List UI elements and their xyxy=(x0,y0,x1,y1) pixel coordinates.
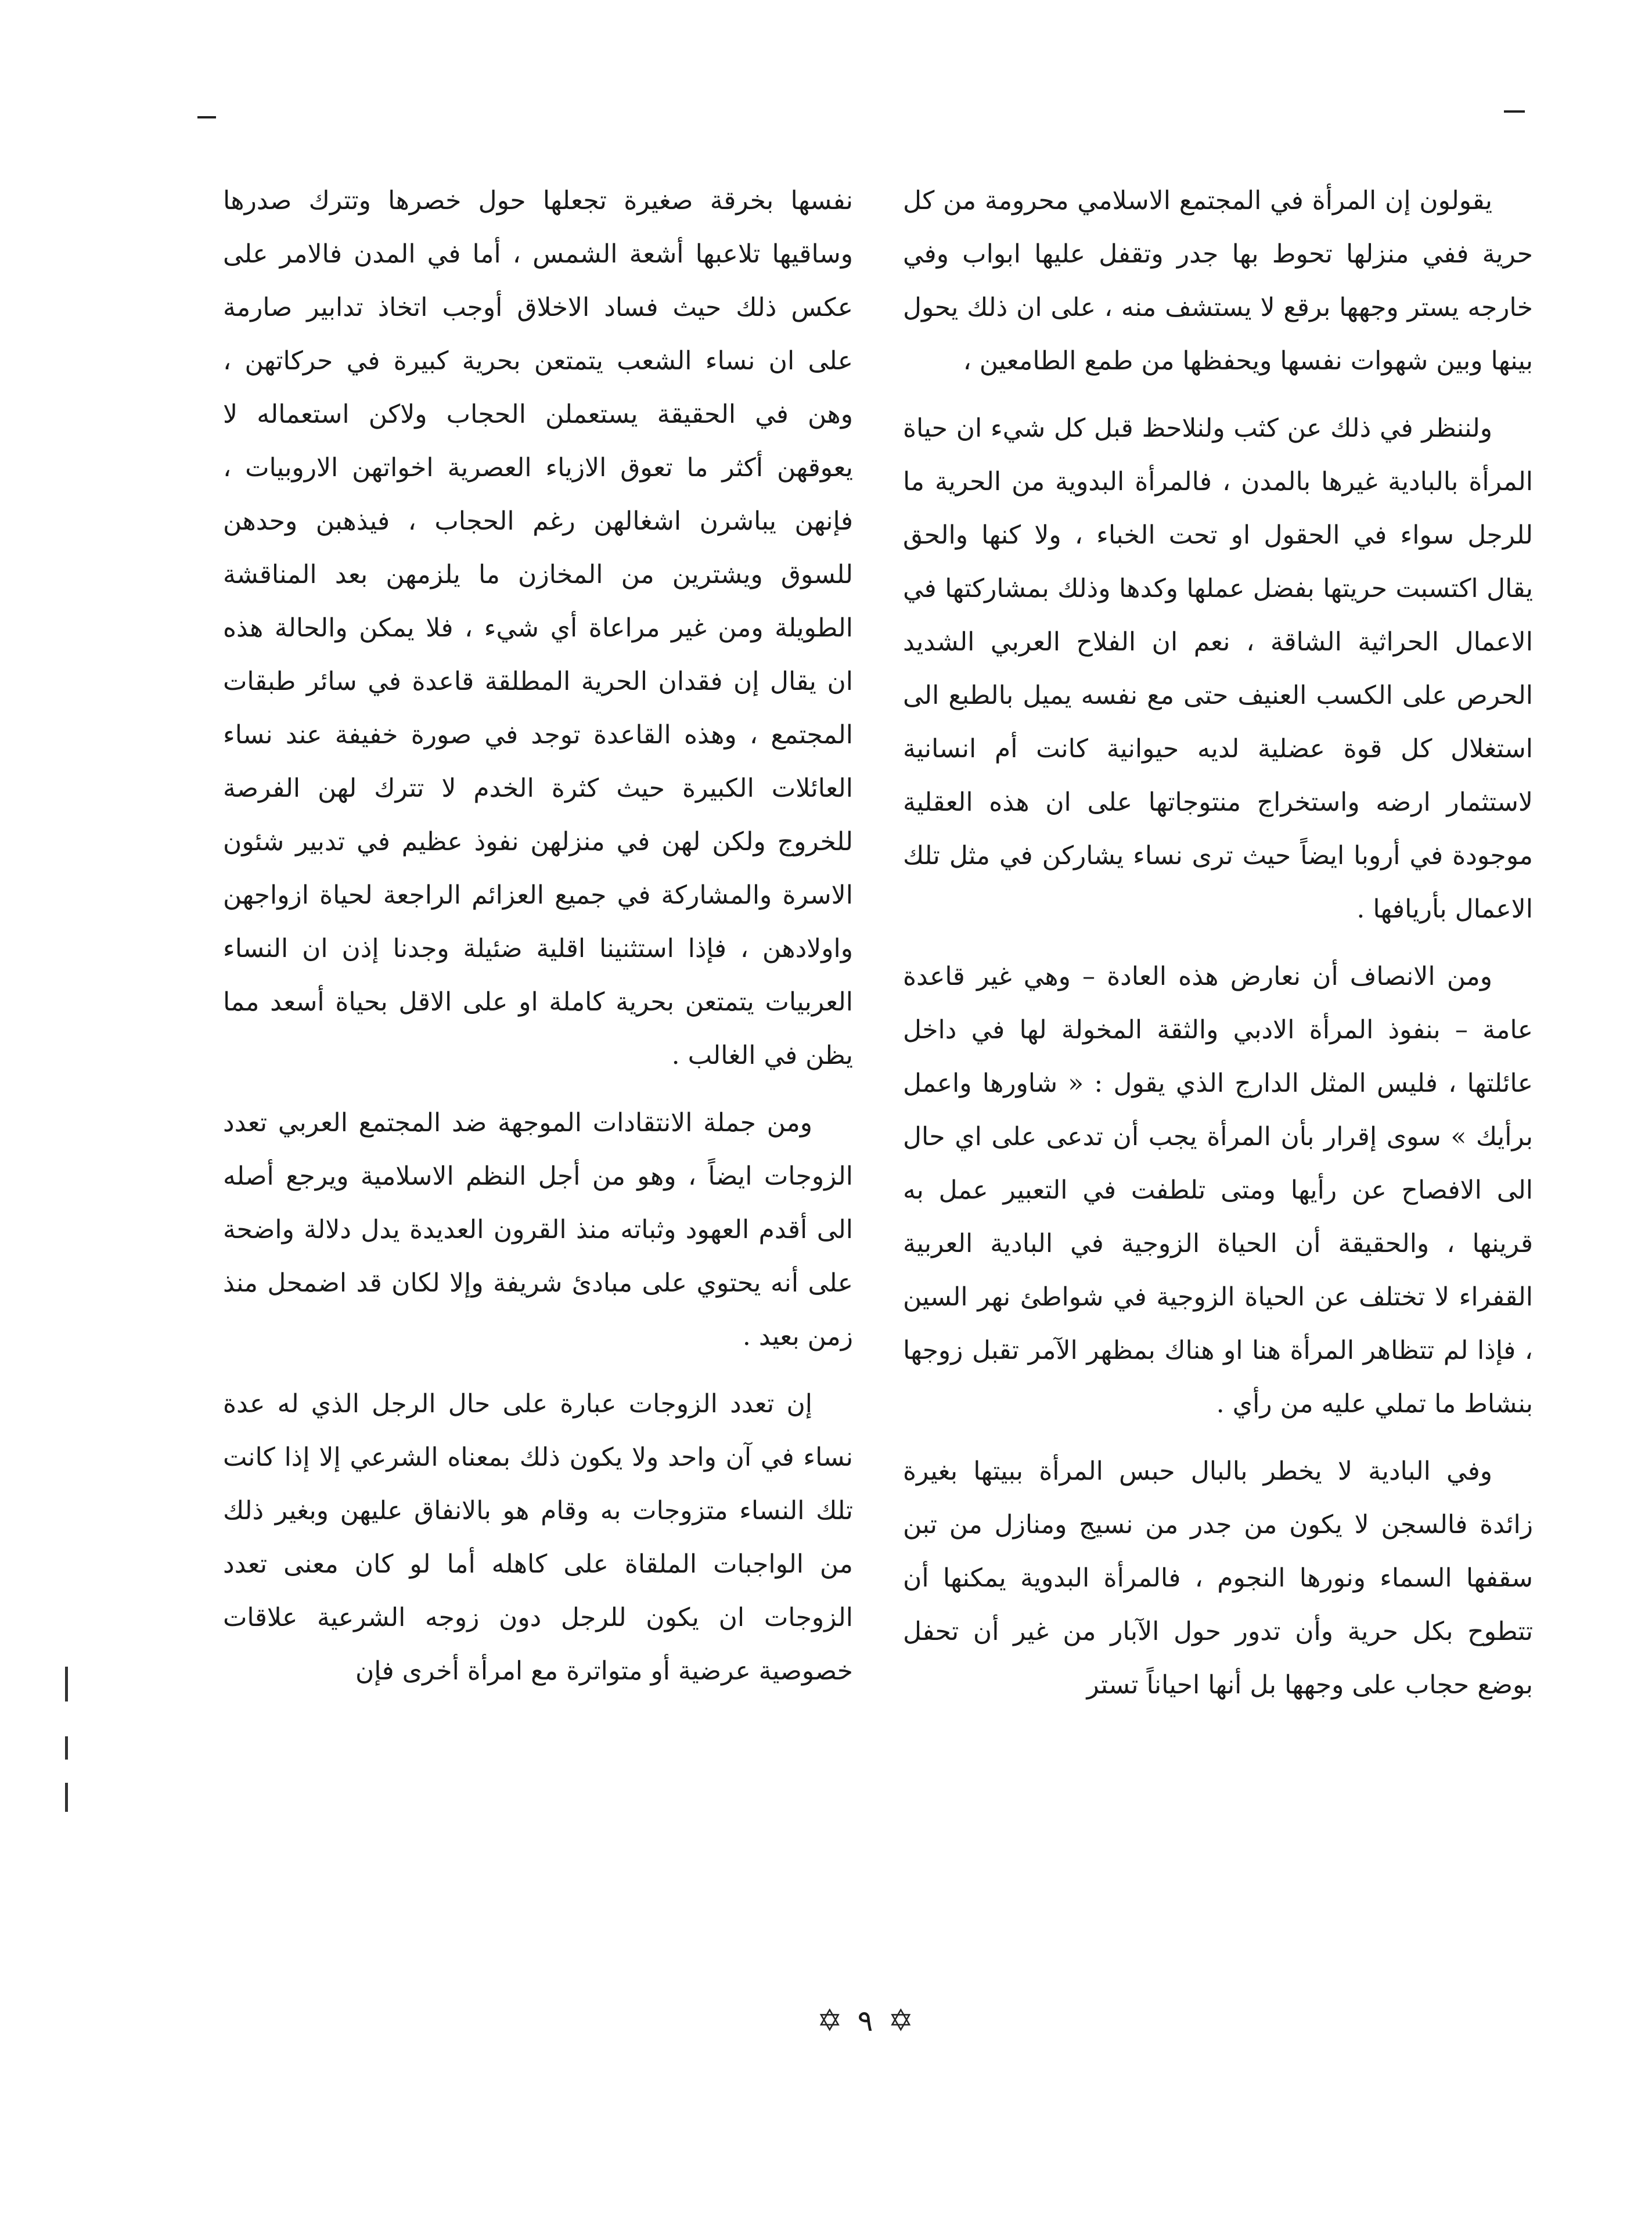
page-number: ٩ xyxy=(857,2004,873,2038)
paragraph: إن تعدد الزوجات عبارة على حال الرجل الذي له عدة نساء في آن واحد ولا يكون ذلك بمعناه الشرعي إلا إذا كانت تلك النساء متزوجات به وقام هو بالانفاق عليهن وبغير ذلك من الواجبات الملقاة على كاهله أما لو كان معنى تعدد الزوجات ان يكون للرجل دون زوجه الشرعية علاقات خصوصية عرضية أو متواترة مع امرأة أخرى فإن xyxy=(223,1389,853,1686)
paragraph: وفي البادية لا يخطر بالبال حبس المرأة ببيتها بغيرة زائدة فالسجن لا يكون من جدر من نسيج ومنازل من تبن سقفها السماء ونورها النجوم ، فالمرأة البدوية يمكنها أن تتطوح بكل حرية وأن تدور حول الآبار من غير أن تحفل بوضع حجاب على وجهها بل أنها احياناً تستر xyxy=(903,1456,1533,1700)
left-column xyxy=(223,174,853,1712)
paragraph: ومن الانصاف أن نعارض هذه العادة – وهي غير قاعدة عامة – بنفوذ المرأة الادبي والثقة المخولة لها في داخل عائلتها ، فليس المثل الدارج الذي يقول : « شاورها واعمل برأيك » سوى إقرار بأن المرأة يجب أن تدعى على اي حال الى الافصاح عن رأيها ومتى تلطفت في التعبير عمل به قرينها ، والحقيقة أن الحياة الزوجية في البادية العربية القفراء لا تختلف عن الحياة الزوجية في شواطئ نهر السين ، فإذا لم تتظاهر المرأة هنا او هناك بمظهر الآمر تقبل زوجها بنشاط ما تملي عليه من رأي . xyxy=(903,962,1533,1419)
page-footer xyxy=(755,2003,976,2038)
paragraph: نفسها بخرقة صغيرة تجعلها حول خصرها وتترك صدرها وساقيها تلاعبها أشعة الشمس ، أما في المدن فالامر على عكس ذلك حيث فساد الاخلاق أوجب اتخاذ تدابير صارمة على ان نساء الشعب يتمتعن بحرية كبيرة في حركاتهن ، وهن في الحقيقة يستعملن الحجاب ولاكن استعماله لا يعوقهن أكثر ما تعوق الازياء العصرية اخواتهن الاروبيات ، فإنهن يباشرن اشغالهن رغم الحجاب ، فيذهبن وحدهن للسوق ويشترين من المخازن ما يلزمهن بعد المناقشة الطويلة ومن غير مراعاة أي شيء ، فلا يمكن والحالة هذه ان يقال إن فقدان الحرية المطلقة قاعدة في سائر طبقات المجتمع ، وهذه القاعدة توجد في صورة خفيفة عند نساء العائلات الكبيرة حيث كثرة الخدم لا تترك لهن الفرصة للخروج ولكن لهن في منزلهن نفوذ عظيم في تدبير شئون الاسرة والمشاركة في جميع العزائم الراجعة لحياة ازواجهن واولادهن ، فإذا استثنينا اقلية ضئيلة وجدنا إذن ان النساء العربيات يتمتعن بحرية كاملة او على الاقل بحياة أسعد مما يظن في الغالب . xyxy=(223,186,853,1070)
top-right-rule xyxy=(1504,110,1525,113)
paragraph: ومن جملة الانتقادات الموجهة ضد المجتمع العربي تعدد الزوجات ايضاً ، وهو من أجل النظم الاسلامية ويرجع أصله الى أقدم العهود وثباته منذ القرون العديدة يدل دلالة واضحة على أنه يحتوي على مبادئ شريفة وإلا لكان قد اضمحل منذ زمن بعيد . xyxy=(223,1108,853,1351)
margin-marks xyxy=(65,1667,71,1818)
paragraph: ولننظر في ذلك عن كثب ولنلاحظ قبل كل شيء ان حياة المرأة بالبادية غيرها بالمدن ، فالمرأة البدوية من الحرية ما للرجل سواء في الحقول او تحت الخباء ، ولا كنها والحق يقال اكتسبت حريتها بفضل عملها وكدها وذلك بمشاركتها في الاعمال الحراثية الشاقة ، نعم ان الفلاح العربي الشديد الحرص على الكسب العنيف حتى مع نفسه يميل بالطبع الى استغلال كل قوة عضلية لديه حيوانية كانت أم انسانية لاستثمار ارضه واستخراج منتوجاتها على ان هذه العقلية موجودة في أروبا ايضاً حيث ترى نساء يشاركن في مثل تلك الاعمال بأريافها . xyxy=(903,413,1534,924)
top-left-rule xyxy=(197,116,216,118)
right-column xyxy=(903,174,1533,1726)
star-ornament-icon: ✡ xyxy=(888,2003,914,2038)
paragraph: يقولون إن المرأة في المجتمع الاسلامي محرومة من كل حرية ففي منزلها تحوط بها جدر وتقفل عليها ابواب وفي خارجه يستر وجهها برقع لا يستشف منه ، على ان ذلك يحول بينها وبين شهوات نفسها ويحفظها من طمع الطامعين ، xyxy=(903,186,1533,376)
star-ornament-icon: ✡ xyxy=(817,2003,843,2038)
